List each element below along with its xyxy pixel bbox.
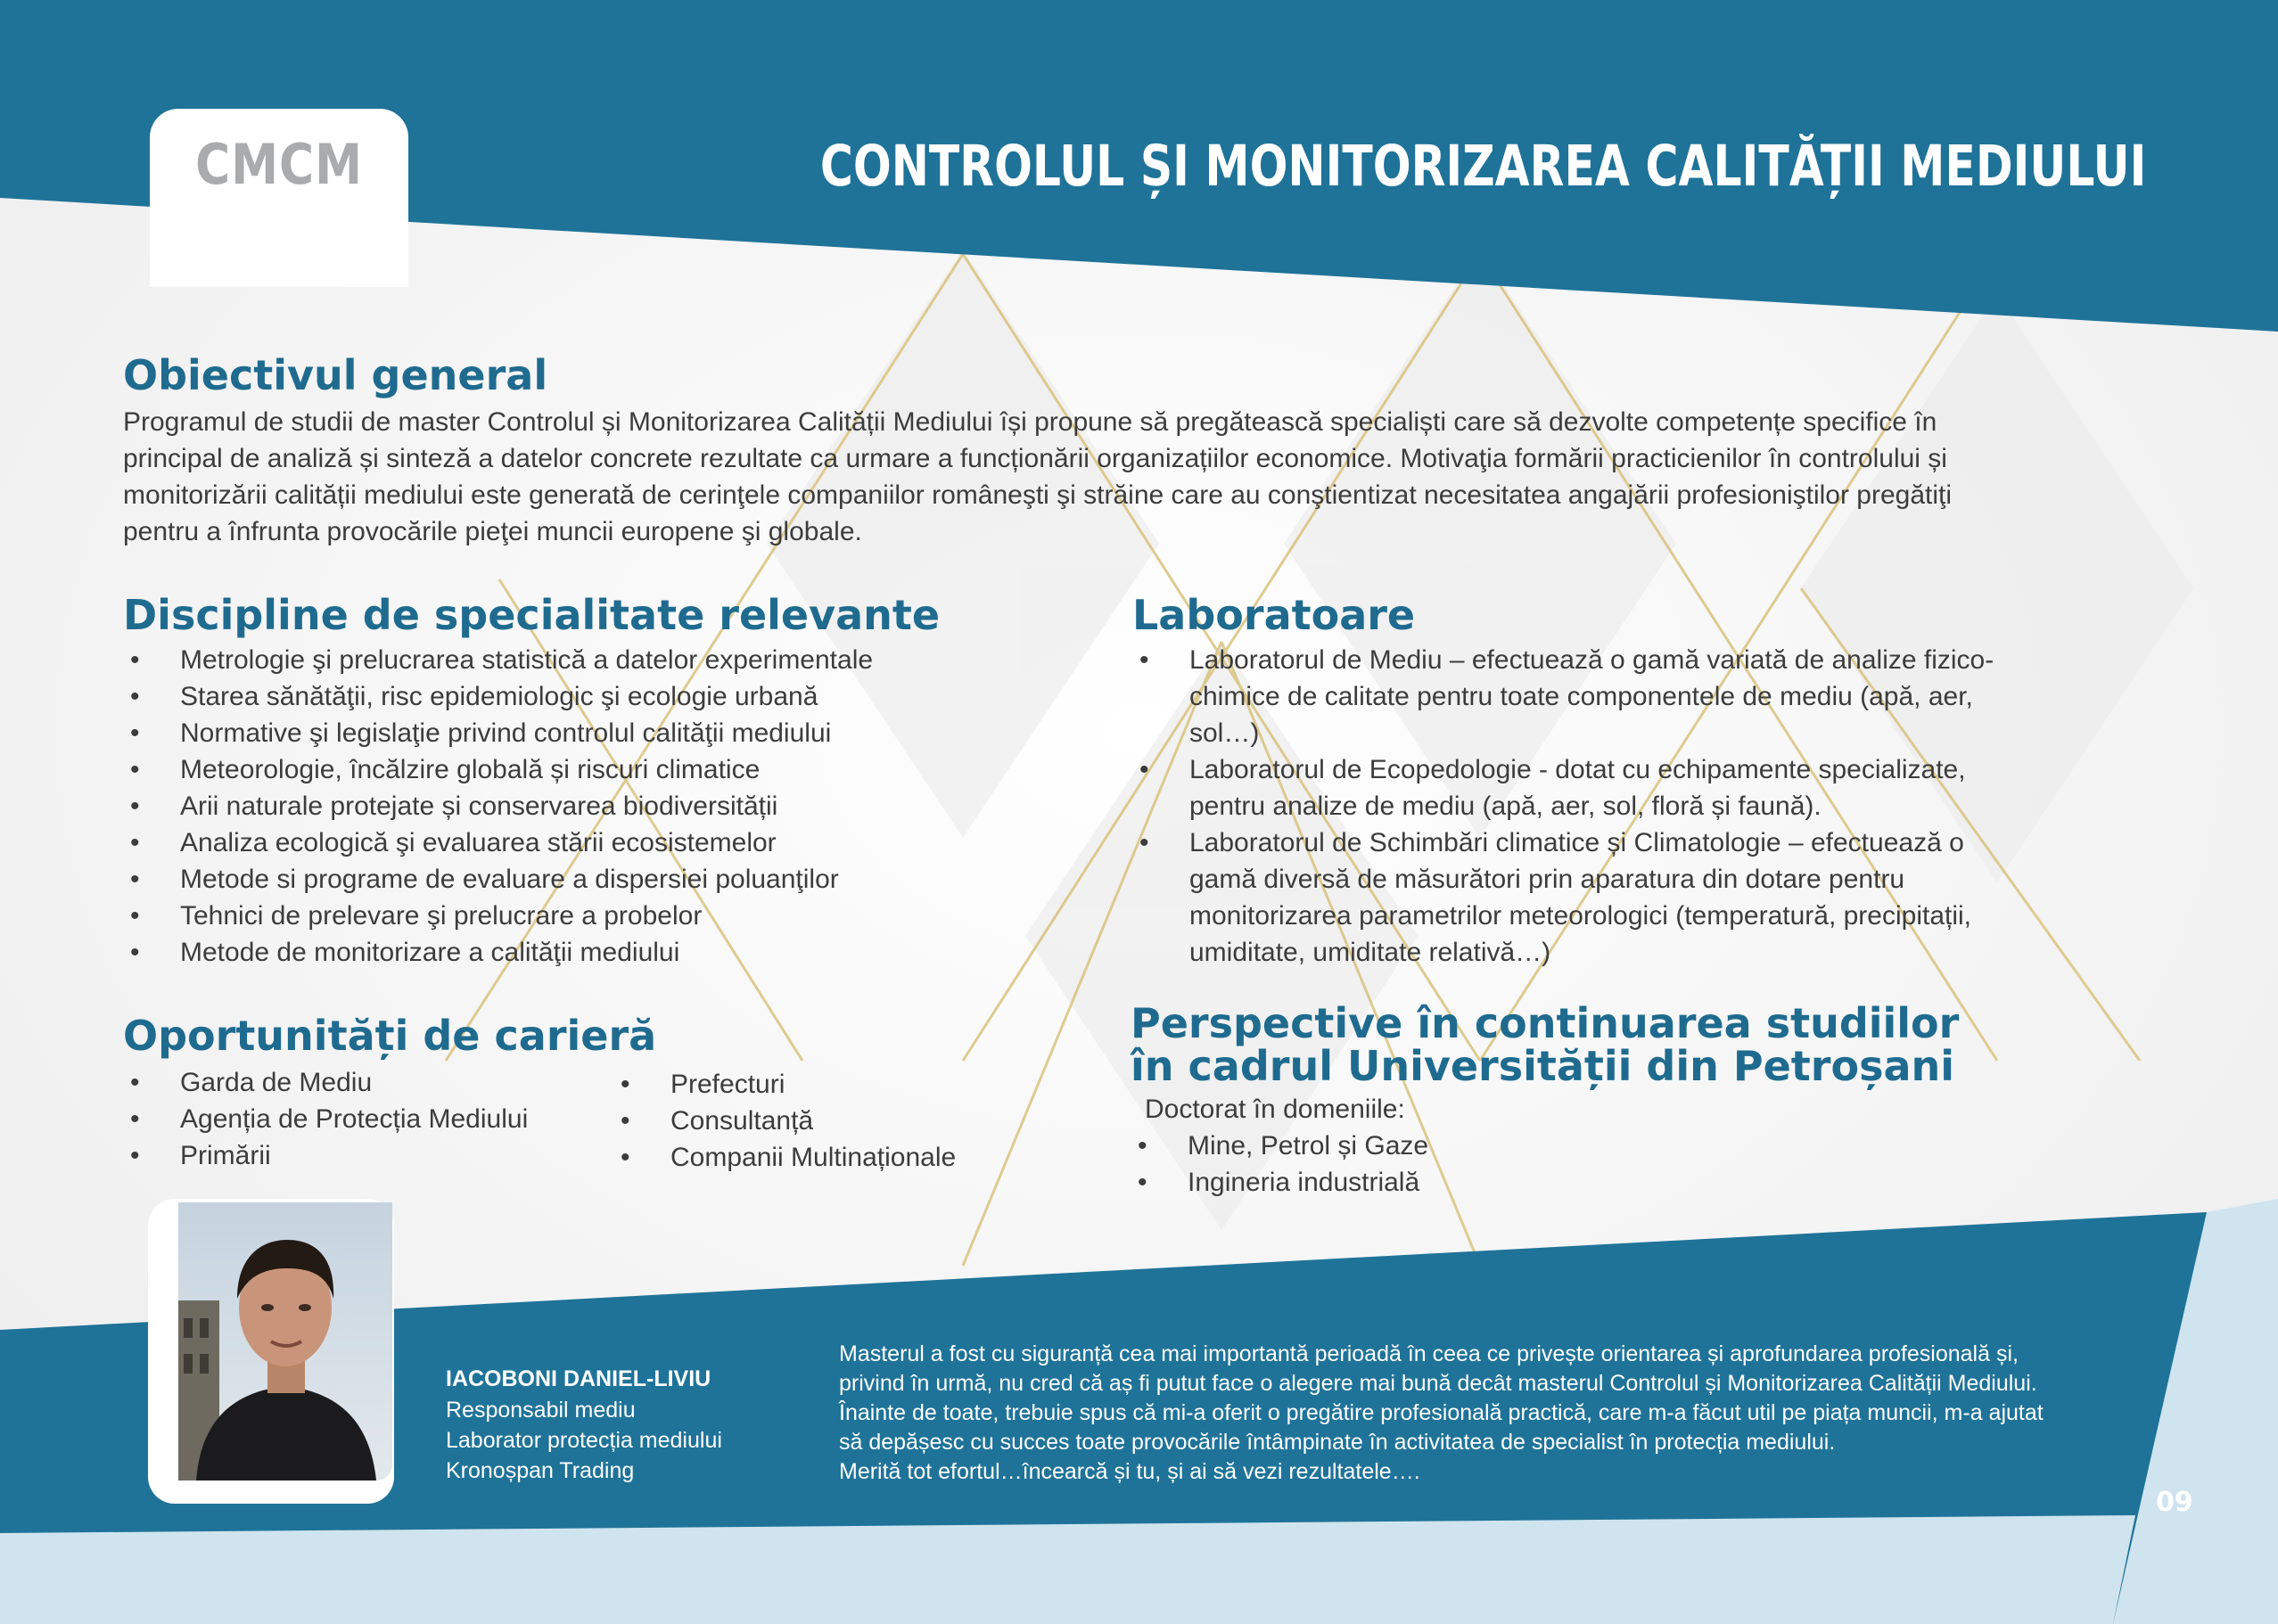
list-item: • Companii Multinaționale — [613, 1139, 1015, 1176]
labs-heading: Laboratoare — [1132, 591, 1416, 639]
objective-heading: Obiectivul general — [123, 351, 548, 399]
list-item: • Agenția de Protecția Mediului — [123, 1101, 622, 1137]
list-item: • Meteorologie, încălzire globală și riscuri climatice — [123, 751, 1104, 788]
list-item: • Laboratorul de Ecopedologie - dotat cu echipamente specializate, pentru analize de mediu (apă, aer, sol, floră și faună). — [1132, 751, 2158, 824]
perspectives-heading: Perspective în continuarea studiilor în cadrul Universității din Petroșani — [1131, 999, 1960, 1090]
quote-line: privind în urmă, nu cred că aș fi putut face o alegere mai bună decât masterul Controlul și Monitorizarea Calității Mediului. — [839, 1371, 2037, 1396]
list-item: • Laboratorul de Mediu – efectuează o gamă variată de analize fizico- chimice de calitate pentru toate componentele de mediu (apă, aer, sol…) — [1132, 642, 2158, 751]
list-item: • Primării — [123, 1137, 622, 1174]
perspectives-list — [1131, 1128, 2111, 1201]
program-title: CONTROLUL ȘI MONITORIZAREA CALITĂȚII MEDIULUI — [819, 134, 2146, 199]
objective-text — [123, 404, 2174, 550]
testimonial-quote — [839, 1340, 2105, 1487]
page-number: 09 — [2156, 1487, 2193, 1518]
list-item: • Analiza ecologică şi evaluarea stării ecosistemelor — [123, 824, 1104, 861]
careers-section — [123, 1012, 1015, 1172]
objective-line: Programul de studii de master Controlul și Monitorizarea Calității Mediului își propune să pregătească specialiști care să dezvolte competențe specifice în — [123, 407, 1937, 437]
labs-section — [1132, 592, 2158, 971]
testimonial-person — [446, 1364, 722, 1486]
list-item: • Ingineria industrială — [1131, 1164, 2111, 1201]
quote-line: Înainte de toate, trebuie spus că mi-a oferit o pregătire profesională practică, care m-a făcut util pe piața muncii, m-a ajutat — [839, 1400, 2044, 1425]
testimonial-photo — [178, 1202, 392, 1480]
list-item: • Metrologie şi prelucrarea statistică a datelor experimentale — [123, 642, 1104, 678]
list-item: • Prefecturi — [613, 1066, 1015, 1103]
list-item: • Garda de Mediu — [123, 1064, 622, 1101]
list-item: • Laboratorul de Schimbări climatice și Climatologie – efectuează o gamă diversă de măsurători prin aparatura din dotare pentru monitorizarea parametrilor meteorologici (temperatură, precipitații, umiditate, umiditate relativă…) — [1132, 824, 2158, 971]
quote-line: să depășesc cu succes toate provocările întâmpinate în activitatea de specialist în protecția mediului. — [839, 1430, 1836, 1455]
list-item: • Tehnici de prelevare şi prelucrare a probelor — [123, 898, 1104, 934]
careers-list-left — [123, 1064, 622, 1174]
objective-section — [123, 352, 2174, 550]
disciplines-section — [123, 592, 1104, 971]
objective-line: principal de analiză și sinteză a datelor concrete rezultate ca urmare a funcționării organizațiilor economice. Motivaţia formării practicienilor în controlului și — [123, 444, 1947, 473]
program-abbreviation: CMCM — [195, 132, 363, 197]
objective-line: pentru a înfrunta provocările pieţei muncii europene şi globale. — [123, 517, 862, 546]
objective-line: monitorizării calității mediului este generată de cerinţele companiilor româneşti şi străine care au conştientizat necesitatea angajării profesioniştilor pregătiţi — [123, 480, 1953, 510]
disciplines-heading: Discipline de specialitate relevante — [123, 591, 941, 639]
list-item: • Metode de monitorizare a calităţii mediului — [123, 934, 1104, 971]
careers-list-right — [613, 1066, 1015, 1176]
quote-line: Merită tot efortul…încearcă și tu, și ai să vezi rezultatele…. — [839, 1459, 1420, 1484]
quote-line: Masterul a fost cu siguranță cea mai importantă perioadă în ceea ce privește orientarea și aprofundarea profesională și, — [839, 1341, 2019, 1366]
labs-list — [1132, 642, 2158, 971]
list-item: • Metode si programe de evaluare a dispersiei poluanţilor — [123, 861, 1104, 898]
disciplines-list — [123, 642, 1104, 971]
person-department: Laborator protecția mediului — [446, 1428, 722, 1453]
careers-heading: Oportunități de carieră — [123, 1012, 657, 1060]
person-name: IACOBONI DANIEL-LIVIU — [446, 1366, 711, 1391]
footer-bottom-band — [0, 1515, 2135, 1624]
list-item: • Consultanță — [613, 1103, 1015, 1139]
list-item: • Starea sănătăţii, risc epidemiologic şi ecologie urbană — [123, 678, 1104, 715]
perspectives-section — [1131, 999, 2111, 1201]
list-item: • Normative şi legislaţie privind controlul calităţii mediului — [123, 715, 1104, 751]
list-item: • Mine, Petrol și Gaze — [1131, 1128, 2111, 1164]
list-item: • Arii naturale protejate și conservarea biodiversității — [123, 788, 1104, 824]
person-role: Responsabil mediu — [446, 1398, 636, 1423]
person-company: Kronoșpan Trading — [446, 1458, 635, 1483]
perspectives-intro: Doctorat în domeniile: — [1145, 1095, 1405, 1124]
